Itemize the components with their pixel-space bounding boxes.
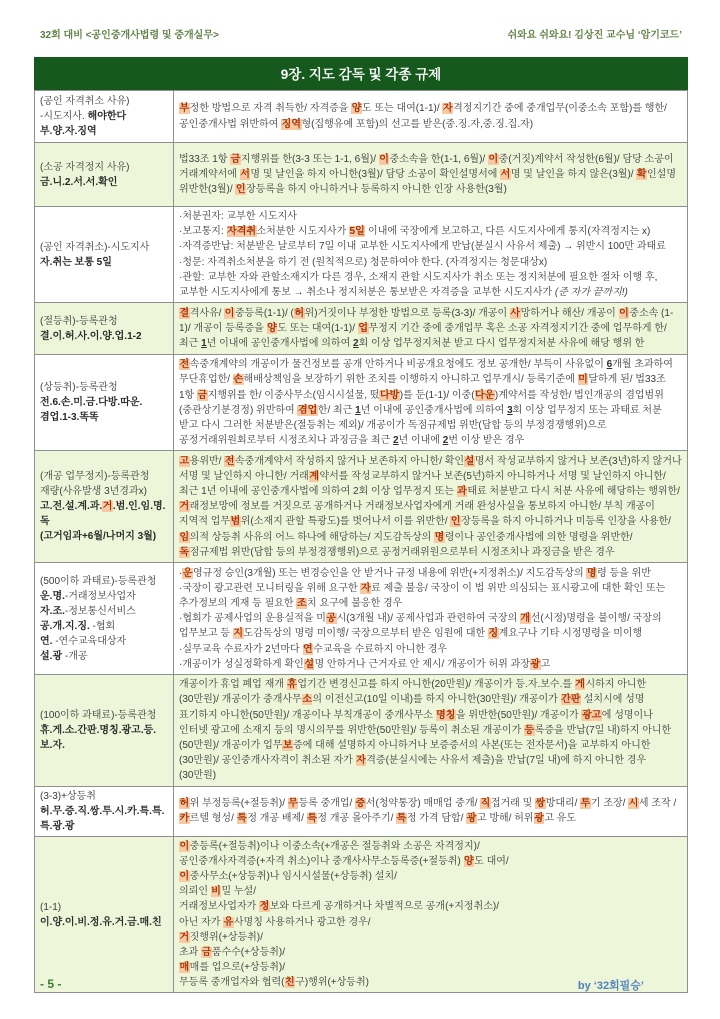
row-label: (개공 업무정지)-등록관청 재량(사유발생 3년경과x) 고.전.설.계.과.거.범.인.임.명.독 (고거임과+6월/나머지 3월) bbox=[35, 451, 174, 563]
header-left-title: 32회 대비 <공인중개사법령 및 중개실무> bbox=[40, 30, 219, 41]
rules-table bbox=[34, 90, 688, 993]
table-row bbox=[35, 786, 688, 836]
table-row bbox=[35, 836, 688, 993]
row-content: 결격사유/ 이중등록(1-1)/ (허위)거짓이나 부정한 방법으로 등록(3-3)/ 개공이 사망하거나 해산/ 개공이 이중소속 (1-1)/ 개공이 등록증을 양도 또는 대여(1-1)/ 업무정지 기간 중에 중개업무 혹은 소공 자격정지기간 중에 업무하게 한/ 최근 1년 이내에 공인중개사법에 의하여 2회 이상 업무정지처분 받고 다시 업무정지처분 사유에 해당 행위 한 bbox=[174, 303, 688, 355]
rules-table-body bbox=[35, 91, 688, 993]
footer-byline: by ‘32회필승’ bbox=[577, 980, 644, 992]
row-content: 이중등록(+절등취)이나 이중소속(+개공은 절등취와 소공은 자격정지)/ 공인중개사자격증(+자격 취소)이나 중개사사무소등록증(+절등취) 양도 대여/ 이중사무소(+상등취)나 임시시설물(+상등취) 설치/ 의뢰인 비밀 누설/ 거래정보사업자가 정보와 다르게 공개하거나 차별적으로 공개(+지정취소)/ 아닌 자가 유사명칭 사용하거나 광고한 경우/ 거짓행위(+상등취)/ 초과 금품수수(+상등취)/ 매매를 업으로(+상등취)/ 무등록 중개업자와 협력(친구)행위(+상등취) bbox=[174, 836, 688, 993]
row-content: 전속중개계약의 개공이가 물건정보를 공개 안하거나 비공개요청에도 정보 공개한/ 부득이 사유없이 6개월 초과하여 무단휴업한/ 손해배상책임을 보장하기 위한 조치를 이행하지 아니하고 업무개시/ 등록기준에 미달하게 된/ 법33조 1항 금지행위를 한/ 이중사무소(임시시설물, 떴다방)를 둔(1-1)/ 이중(다운)계약서를 작성한/ 법인개공의 겸업범위(중관상기분경정) 위반하여 겸업한/ 최근 1년 이내에 공인중개사법에 의하여 3회 이상 업무정지 또는 과태료 처분 받고 다시 그러한 처분받은(절등취는 제외)/ 개공이가 독점규제법 위반(담합 등의 부정경쟁행위)으로 공정거래위원회로부터 시정조치나 과징금을 최근 2년 이내에 2번 이상 받은 경우 bbox=[174, 355, 688, 451]
table-row bbox=[35, 451, 688, 563]
table-row bbox=[35, 303, 688, 355]
row-label: (소공 자격정지 사유) 금.니.2.서.서.확인 bbox=[35, 143, 174, 207]
row-content: ·운영규정 승인(3개월) 또는 변경승인을 안 받거나 규정 내용에 위반(+지정취소)/ 지도감독상의 명령 등을 위반 ·국장이 광고관련 모니터링을 위해 요구한 자료 제출 불응/ 국장이 이 법 위반 의심되는 표시광고에 대한 확인 또는 추가정보의 게재 등 필요한 조치 요구에 불응한 경우 ·협회가 공제사업의 운용실적을 미공시(3개월 내)/ 공제사업과 관련하여 국장의 개선(시정)명령을 불이행/ 국장의 업무보고 등 지도감독상의 명령 미이행/ 국장으로부터 받은 임원에 대한 징계요구나 기타 시정명령을 미이행 ·실무교육 수료자가 2년마다 연수교육을 수료하지 아니한 경우 ·개공이가 성실정확하게 확인설명 안하거나 근거자료 안 제시/ 개공이가 허위 과장광고 bbox=[174, 563, 688, 675]
table-row bbox=[35, 207, 688, 303]
row-label: (공인 자격취소 사유) -시도지사. 해야한다 부.양.자.징역 bbox=[35, 91, 174, 143]
row-content: 법33조 1항 금지행위를 한(3-3 또는 1-1, 6월)/ 이중소속을 한(1-1, 6월)/ 이중(거짓)계약서 작성한(6월)/ 담당 소공이 거래계약서에 서명 및 날인을 하지 아니한(3월)/ 담당 소공이 확인설명서에 서명 및 날인을 하지 않은(3월)/ 확인설명 위반한(3월)/ 인장등록을 하지 아니하거나 등록하지 아니한 인장 사용한(3월) bbox=[174, 143, 688, 207]
table-row bbox=[35, 563, 688, 675]
row-label: (1-1) 이.양.이.비.정.유.거.금.매.친 bbox=[35, 836, 174, 993]
header-right-title: 쉬와요 쉬와요! 김상진 교수님 ‘암기코드’ bbox=[507, 30, 682, 41]
row-content: ·처분권자: 교부한 시도지사 ·보고통지: 자격취소처분한 시도지사가 5일 이내에 국장에게 보고하고, 다른 시도지사에게 통지(자격정지는 x) ·자격증반납: 처분받은 날로부터 7일 이내 교부한 시도지사에게 반납(분실시 사유서 제출) → 위반시 100만 과태료 ·청문: 자격취소처분을 하기 전 (원칙적으로) 청문하여야 한다. (자격정지는 청문대상x) ·관할: 교부한 자와 관할소재지가 다른 경우, 소재지 관할 시도지사가 취소 또는 정지처분에 필요한 절차 이행 후, 교부한 시도지사에게 통보 → 취소나 정지처분은 통보받은 자격증을 교부한 시도지사가 (준 자가 끝까지!) bbox=[174, 207, 688, 303]
row-label: (3-3)+상등취 허.무.증.직.쌍.투.시.카.특.특.특.광.광 bbox=[35, 786, 174, 836]
row-content: 허위 부정등록(+절등취)/ 무등록 중개업/ 증서(청약통장) 매매업 중개/ 직접거래 및 쌍방대리/ 투기 조장/ 시세 조작 / 카르텔 형성/ 특정 개공 배제/ 특정 개공 몰아주기/ 특정 가격 담합/ 광고 방해/ 허위광고 유도 bbox=[174, 786, 688, 836]
page-footer bbox=[0, 977, 720, 993]
chapter-title: 9장. 지도 감독 및 각종 규제 bbox=[280, 67, 442, 82]
table-row bbox=[35, 675, 688, 786]
row-label: (100이하 과태료)-등록관청 휴.게.소.간판.명칭.광고.등.보.자. bbox=[35, 675, 174, 786]
table-row bbox=[35, 355, 688, 451]
table-row bbox=[35, 143, 688, 207]
page-header bbox=[0, 0, 720, 41]
row-content: 부정한 방법으로 자격 취득한/ 자격증을 양도 또는 대여(1-1)/ 자격정지기간 중에 중개업무(이중소속 포함)를 행한/ 공인중개사법 위반하여 징역형(집행유예 포함)의 선고를 받은(중.징.자,중.징.집.자) bbox=[174, 91, 688, 143]
table-row bbox=[35, 91, 688, 143]
row-label: (공인 자격취소)-시도지사 자.취는 보통 5일 bbox=[35, 207, 174, 303]
row-label: (상등취)-등록관청 전.6.손.미.금.다방.따운.겸업.1-3.똑똑 bbox=[35, 355, 174, 451]
row-content: 개공이가 휴업 폐업 재개 휴업기간 변경신고를 하지 아니한(20만원)/ 개공이가 등.자.보수.를 게시하지 아니한(30만원)/ 개공이가 중개사무소의 이전신고(10일 이내)를 하지 아니한(30만원)/ 개공이가 간판 설치시에 성명 표기하지 아니한(50만원)/ 개공이나 부칙개공이 중개사무소 명칭을 위반한(50만원)/ 개공이가 광고에 성명이나 인터넷 광고에 소재지 등의 명시의무를 위반한(50만원)/ 등록이 취소된 개공이가 등록증을 반납(7일 내)하지 아니한(50만원)/ 개공이가 업무보증에 대해 설명하지 아니하거나 보증증서의 사본(또는 전자문서)을 교부하지 아니한(30만원)/ 공인중개사자격이 취소된 자가 자격증(분실시에는 사유서 제출)을 반납(7일 내)에 하지 아니한 경우(30만원) bbox=[174, 675, 688, 786]
chapter-title-bar bbox=[34, 57, 688, 90]
row-label: (500이하 과태료)-등록관청 운.명.-거래정보사업자 자.조.-정보통신서비스 공.개.지.징. -협회 연. -연수교육대상자 설.광 -개공 bbox=[35, 563, 174, 675]
row-content: 고용위반/ 전속중개계약서 작성하지 않거나 보존하지 아니한/ 확인설명서 작성교부하지 않거나 보존(3년)하지 않거나 서명 및 날인하지 아니한/ 거래계약서를 작성교부하지 않거나 보존(5년)하지 아니하거나 서명 및 날인하지 아니한/ 최근 1년 이내에 공인중개사법에 의하여 2회 이상 업무정지 또는 과태료 처분받고 다시 처분 사유에 해당하는 행위한/ 거래정보망에 정보를 거짓으로 공개하거나 거래정보사업자에게 거래 완성사실을 통보하지 아니한/ 부칙 개공이 지역적 업무범위(소재지 관할 특광도)를 벗어나서 이를 위반한/ 인장등록을 하지 아니하거나 미등록 인장을 사용한/ 임의적 상등취 사유의 어느 하나에 해당하는/ 지도감독상의 명령이나 공인중개사법에 의한 명령을 위반한/ 독점규제법 위반(담합 등의 부정경쟁행위)으로 공정거래위원으로부터 시정조치나 과징금을 받은 경우 bbox=[174, 451, 688, 563]
page-number: - 5 - bbox=[40, 977, 62, 991]
row-label: (절등취)-등록관청 결.이.허.사.이.양.업.1-2 bbox=[35, 303, 174, 355]
